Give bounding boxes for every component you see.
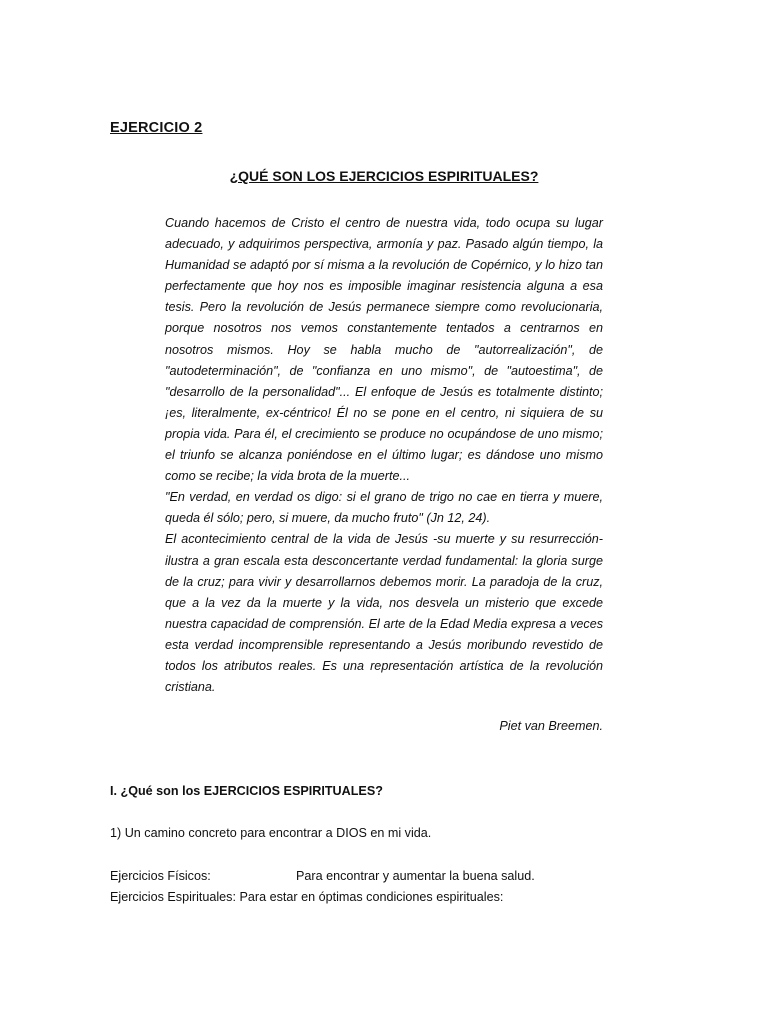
- physical-exercises-line: [110, 869, 535, 883]
- quote-paragraph: El acontecimiento central de la vida de Jesús -su muerte y su resurrección- ilustra a gran escala esta desconcertante verdad fundamental: la gloria surge de la cruz; para vivir y desarrollarnos debemos morir. La paradoja de la cruz, que a la vez da la muerte y la vida, nos desvela un misterio que excede nuestra capacidad de comprensión. El arte de la Edad Media expresa a veces esta verdad incomprensible representando a Jesús moribundo revestido de todos los atributos reales. Es una representación artística de la revolución cristiana.: [165, 532, 603, 695]
- exercise-heading: EJERCICIO 2: [110, 120, 203, 136]
- point-1: 1) Un camino concreto para encontrar a DIOS en mi vida.: [110, 826, 432, 840]
- quote-paragraph: "En verdad, en verdad os digo: si el grano de trigo no cae en tierra y muere, queda él sólo; pero, si muere, da mucho fruto" (Jn 12, 24).: [165, 490, 603, 526]
- quote-author: Piet van Breemen.: [499, 719, 603, 733]
- document-title: ¿QUÉ SON LOS EJERCICIOS ESPIRITUALES?: [229, 168, 539, 184]
- section-title: I. ¿Qué son los EJERCICIOS ESPIRITUALES?: [110, 784, 383, 798]
- physical-exercises-label: Ejercicios Físicos:: [110, 869, 211, 883]
- spiritual-exercises-line: Ejercicios Espirituales: Para estar en óptimas condiciones espirituales:: [110, 890, 504, 904]
- quote-block: [165, 213, 603, 698]
- quote-paragraph: Cuando hacemos de Cristo el centro de nuestra vida, todo ocupa su lugar adecuado, y adquirimos perspectiva, armonía y paz. Pasado algún tiempo, la Humanidad se adaptó por sí misma a la revolución de Copérnico, y lo hizo tan perfectamente que hoy nos es imposible imaginar resistencia alguna a esa tesis. Pero la revolución de Jesús permanece siempre como revolucionaria, porque nosotros nos vemos constantemente tentados a centrarnos en nosotros mismos. Hoy se habla mucho de "autorrealización", de "autodeterminación", de "confianza en uno mismo", de "autoestima", de "desarrollo de la personalidad"... El enfoque de Jesús es totalmente distinto; ¡es, literalmente, ex-céntrico! Él no se pone en el centro, ni siquiera de su propia vida. Para él, el crecimiento se produce no ocupándose de uno mismo; el triunfo se alcanza poniéndose en el último lugar; es dándose uno mismo como se recibe; la vida brota de la muerte...: [165, 216, 603, 484]
- physical-exercises-text: Para encontrar y aumentar la buena salud.: [296, 869, 535, 883]
